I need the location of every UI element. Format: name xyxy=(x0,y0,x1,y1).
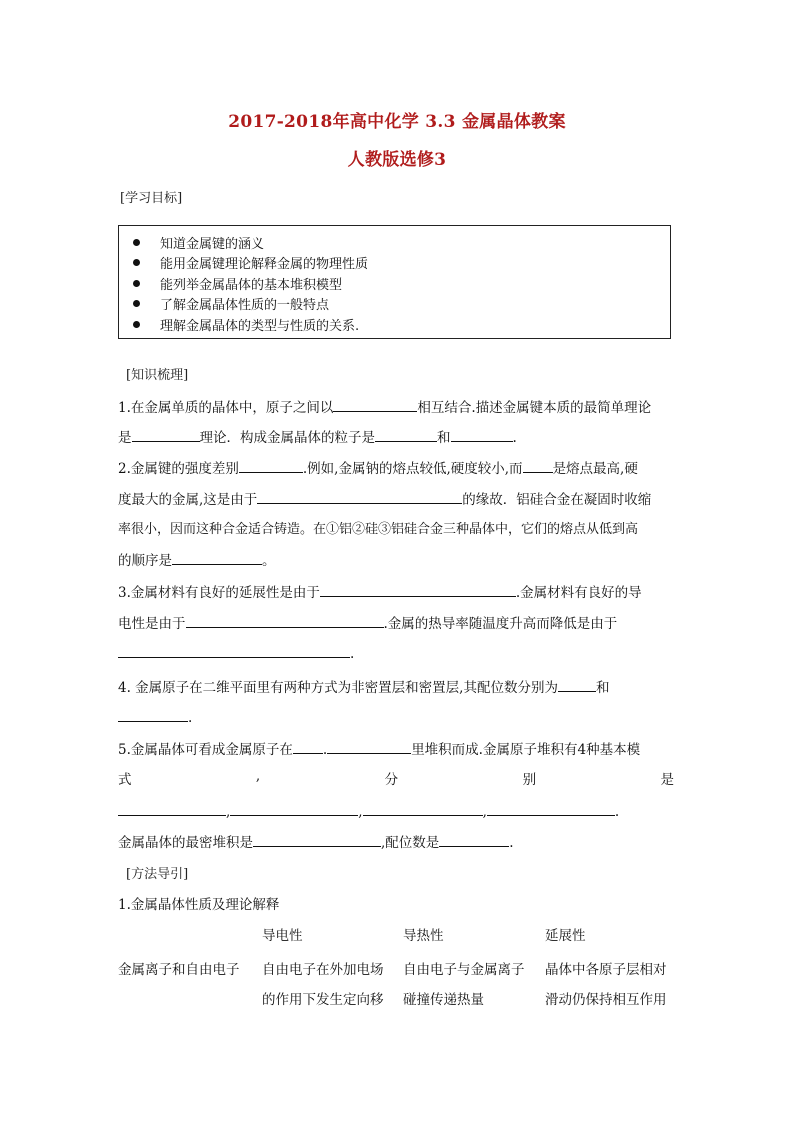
table-cell: 滑动仍保持相互作用 xyxy=(545,992,667,1008)
blank[interactable] xyxy=(230,800,358,816)
question-3-line-1: 3.金属材料有良好的延展性是由于 .金属材料有良好的导 xyxy=(118,581,674,603)
bullet-icon xyxy=(133,239,140,246)
blank[interactable] xyxy=(375,426,437,442)
objective-item: 能列举金属晶体的基本堆积模型 xyxy=(133,273,670,294)
question-5-line-4: 金属晶体的最密堆积是 ,配位数是 . xyxy=(118,831,674,853)
blank[interactable] xyxy=(118,706,188,722)
blank[interactable] xyxy=(327,738,411,754)
table-cell: 晶体中各原子层相对 xyxy=(545,962,667,978)
bullet-icon xyxy=(133,280,140,287)
question-4-line-2: . xyxy=(118,706,674,728)
question-2-line-3: 率很小，因而这种合金适合铸造。在①铝②硅③铝硅合金三种晶体中，它们的熔点从低到高 xyxy=(118,522,639,537)
question-1-line-2: 是 理论．构成金属晶体的粒子是 和 . xyxy=(118,426,674,448)
blank[interactable] xyxy=(333,396,417,412)
blank[interactable] xyxy=(439,831,509,847)
property-table xyxy=(118,924,678,1014)
blank[interactable] xyxy=(558,676,596,692)
blank[interactable] xyxy=(293,738,323,754)
objective-item: 能用金属键理论解释金属的物理性质 xyxy=(133,253,670,274)
blank[interactable] xyxy=(239,457,303,473)
blank[interactable] xyxy=(523,457,553,473)
table-header: 导电性 xyxy=(262,928,303,944)
objective-item: 理解金属晶体的类型与性质的关系. xyxy=(133,314,670,335)
question-4-line-1: 4. 金属原子在二维平面里有两种方式为非密置层和密置层,其配位数分别为 和 xyxy=(118,676,674,698)
section-method: [方法导引] xyxy=(126,867,189,882)
question-5-line-1: 5.金属晶体可看成金属原子在 . 里堆积而成.金属原子堆积有4种基本模 xyxy=(118,738,674,760)
blank[interactable] xyxy=(487,800,615,816)
objective-item: 了解金属晶体性质的一般特点 xyxy=(133,294,670,315)
bullet-icon xyxy=(133,321,140,328)
blank[interactable] xyxy=(253,831,381,847)
table-cell: 自由电子在外加电场 xyxy=(262,962,384,978)
table-cell: 碰撞传递热量 xyxy=(403,992,484,1008)
table-row-label: 金属离子和自由电子 xyxy=(118,962,240,978)
question-1-line-1: 1.在金属单质的晶体中，原子之间以 相互结合.描述金属键本质的最简单理论 xyxy=(118,396,674,418)
table-cell: 的作用下发生定向移 xyxy=(262,992,384,1008)
table-cell: 自由电子与金属离子 xyxy=(403,962,525,978)
question-2-line-2: 度最大的金属,这是由于 的缘故．铝硅合金在凝固时收缩 xyxy=(118,488,674,510)
blank[interactable] xyxy=(118,642,350,658)
question-5-line-3: , , , . xyxy=(118,800,674,822)
blank[interactable] xyxy=(363,800,483,816)
table-header: 导热性 xyxy=(403,928,444,944)
blank[interactable] xyxy=(186,612,384,628)
section-objectives: [学习目标] xyxy=(120,191,183,206)
bullet-icon xyxy=(133,300,140,307)
question-2-line-1: 2.金属键的强度差别 .例如,金属钠的熔点较低,硬度较小,而 是熔点最高,硬 xyxy=(118,457,674,479)
question-2-line-4: 的顺序是 。 xyxy=(118,549,674,571)
question-5-line-2: 式 , 分 别 是 xyxy=(118,768,674,788)
blank[interactable] xyxy=(451,426,513,442)
objective-item: 知道金属键的涵义 xyxy=(133,232,670,253)
document-title: 2017-2018年高中化学 3.3 金属晶体教案 xyxy=(228,112,566,132)
objectives-box xyxy=(118,225,671,339)
section-knowledge: [知识梳理] xyxy=(126,368,189,383)
question-3-line-3: . xyxy=(118,642,674,664)
method-heading: 1.金属晶体性质及理论解释 xyxy=(118,897,280,913)
blank[interactable] xyxy=(118,800,226,816)
blank[interactable] xyxy=(132,426,200,442)
blank[interactable] xyxy=(257,488,462,504)
question-3-line-2: 电性是由于 .金属的热导率随温度升高而降低是由于 xyxy=(118,612,674,634)
blank[interactable] xyxy=(320,581,516,597)
bullet-icon xyxy=(133,259,140,266)
document-subtitle: 人教版选修3 xyxy=(347,150,447,170)
table-header: 延展性 xyxy=(545,928,586,944)
blank[interactable] xyxy=(172,549,262,565)
